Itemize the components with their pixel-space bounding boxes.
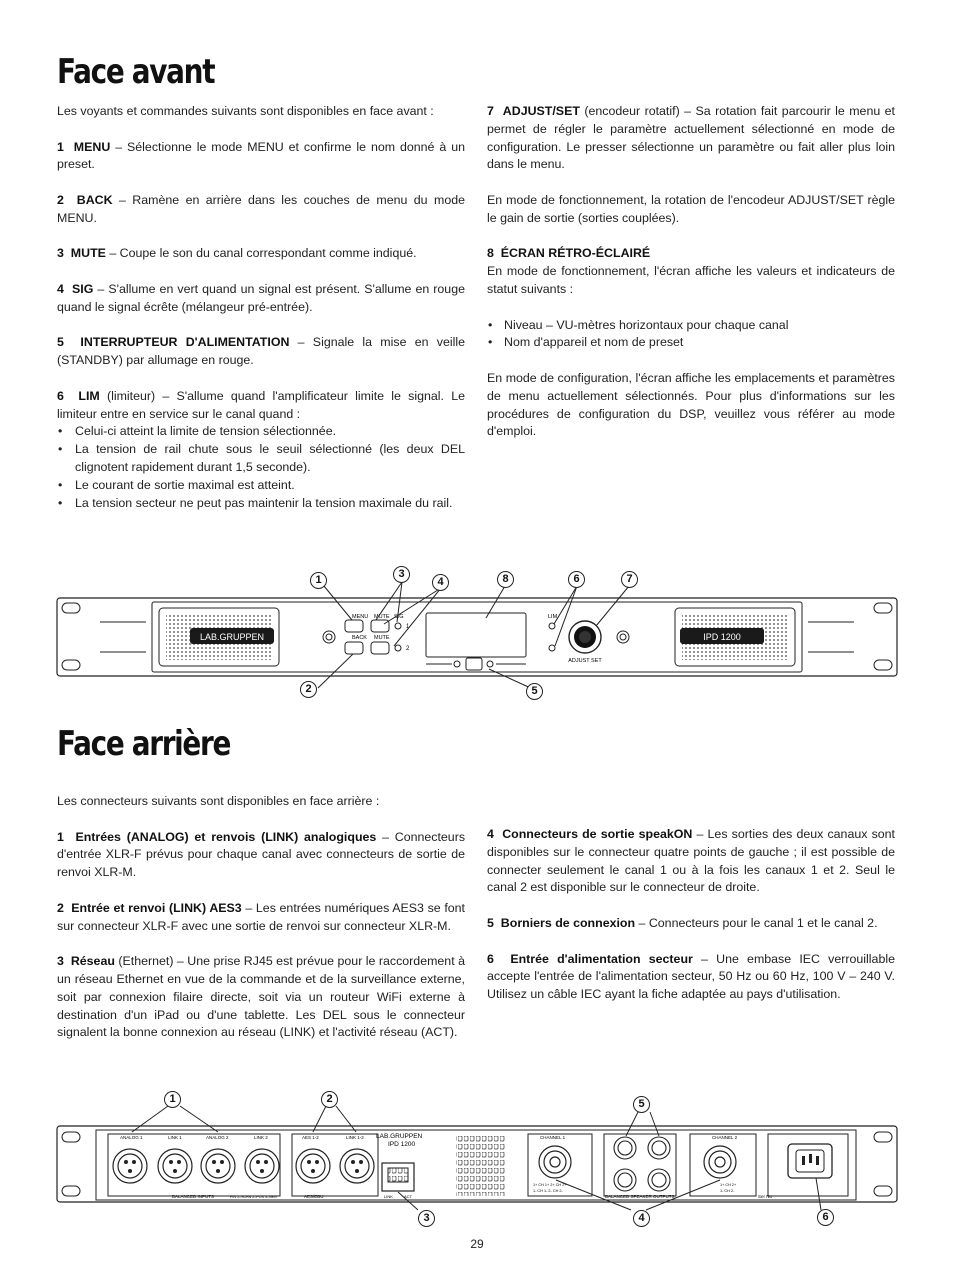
serial-number-label: Ser No [758, 1194, 773, 1199]
rear-model-label: IPD 1200 [388, 1141, 416, 1148]
front-item-4: 4 SIG – S'allume en vert quand un signal est présent. S'allume en rouge quand le signal écrête (mélangeur pré-entrée). [57, 281, 465, 314]
rear-callout-2: 2 [321, 1091, 338, 1108]
rear-panel-title: Face arrière [57, 724, 231, 764]
rear-right-column [487, 826, 895, 1022]
front-model-label: IPD 1200 [703, 632, 741, 642]
sig-label: SIG [394, 614, 404, 620]
rear-intro: Les connecteurs suivants sont disponibles en face arrière : [57, 794, 380, 808]
rear-callout-4: 4 [633, 1210, 650, 1227]
rear-item-4: 4 Connecteurs de sortie speakON – Les sorties des deux canaux sont disponibles sur le connecteur quatre points de gauche ; il est possible de connecter seulement le canal 1 ou à la fois les canaux 1 et 2. Seul le canal 2 est disponible sur le connecteur de droite. [487, 827, 896, 895]
link1-label: LINK 1 [168, 1135, 182, 1140]
analog2-label: ANALOG 2 [206, 1135, 229, 1140]
rear-item-2: 2 Entrée et renvoi (LINK) AES3 – Les entrées numériques AES3 se font sur connecteur XLR-F avec une sortie de renvoi sur connecteur XLR-M. [57, 900, 465, 933]
front-left-column [57, 103, 465, 530]
back-label: BACK [352, 635, 367, 641]
aes-ebu-label: AES/EBU [304, 1194, 324, 1199]
ch1-pins-label: 1+ CH 1+ 2+ CH 2+ [533, 1183, 567, 1187]
lim-bullet-list [57, 423, 465, 512]
list-item: • Nom d'appareil et nom de preset [487, 334, 895, 352]
link12-label: LINK 1-2 [346, 1135, 364, 1140]
ch2-pins-label: 1+ CH 2+ [720, 1183, 737, 1187]
link2-label: LINK 2 [254, 1135, 268, 1140]
list-item: • Niveau – VU-mètres horizontaux pour chaque canal [487, 317, 895, 335]
pin-note-label: PIN 1=SCRN 2=POS 3=NEG [230, 1195, 277, 1199]
rear-panel-drawing [56, 1088, 898, 1232]
front-item-5: 5 INTERRUPTEUR D'ALIMENTATION – Signale la mise en veille (STANDBY) par allumage en rouge. [57, 335, 465, 368]
front-panel-figure [56, 566, 898, 702]
front-item-1: 1 MENU – Sélectionne le mode MENU et confirme le nom donné à un preset. [57, 139, 465, 172]
ch2-pins2-label: 1- CH 2- [720, 1189, 735, 1193]
rear-brand-label: LAB.GRUPPEN [376, 1133, 423, 1140]
front-intro: Les voyants et commandes suivants sont disponibles en face avant : [57, 104, 434, 118]
front-item-7: 7 ADJUST/SET (encodeur rotatif) – Sa rotation fait parcourir le menu et permet de régler le paramètre actuellement sélectionné en mode de configuration. Le presser sélectionne un paramètre ou fait aller plus loin dans le menu. [487, 104, 895, 172]
mute-label-2: MUTE [374, 635, 390, 641]
analog1-label: ANALOG 1 [120, 1135, 143, 1140]
callout-1: 1 [310, 572, 327, 589]
front-item-6: 6 LIM (limiteur) – S'allume quand l'amplificateur limite le signal. Le limiteur entre en service sur le canal quand : [57, 388, 465, 421]
rear-item-6: 6 Entrée d'alimentation secteur – Une embase IEC verrouillable accepte l'entrée de l'alimentation secteur, 50 Hz ou 60 Hz, 100 V – 240 V. Utilisez un câble IEC ayant la fiche adaptée au pays d'utilisation. [487, 951, 895, 1002]
rear-callout-6: 6 [817, 1209, 834, 1226]
aes12-label: AES 1-2 [302, 1135, 319, 1140]
link-led-label: LINK [384, 1194, 393, 1199]
lim-label: LIM [548, 614, 558, 620]
menu-label: MENU [352, 614, 369, 620]
ch1-label: 1 [406, 624, 410, 630]
rear-item-1: 1 Entrées (ANALOG) et renvois (LINK) analogiques – Connecteurs d'entrée XLR-F prévus pour chaque canal avec connecteurs de sortie de renvoi XLR-M. [57, 829, 466, 880]
adjust-set-label: ADJUST SET [568, 658, 602, 664]
callout-6: 6 [568, 571, 585, 588]
front-item-8-text: En mode de fonctionnement, l'écran affiche les valeurs et indicateurs de statut suivants : [487, 264, 895, 296]
page-number: 29 [470, 1237, 484, 1251]
front-item-2: 2 BACK – Ramène en arrière dans les couches de menu du mode MENU. [57, 192, 465, 225]
channel1-label: CHANNEL 1 [540, 1135, 566, 1140]
front-brand-logo: LAB.GRUPPEN [199, 632, 265, 642]
callout-7: 7 [621, 571, 638, 588]
front-panel-drawing [56, 566, 898, 702]
list-item: • Le courant de sortie maximal est atteint. [57, 477, 465, 495]
front-item-7-note: En mode de fonctionnement, la rotation de l'encodeur ADJUST/SET règle le gain de sortie (sorties couplées). [487, 192, 895, 225]
list-item: • La tension secteur ne peut pas maintenir la tension maximale du rail. [57, 495, 465, 513]
display-bullet-list [487, 317, 895, 353]
mute-label-1: MUTE [374, 614, 390, 620]
callout-3: 3 [393, 566, 410, 583]
channel2-label: CHANNEL 2 [712, 1135, 738, 1140]
front-item-8-config: En mode de configuration, l'écran affiche les emplacements et paramètres de menu actuellement sélectionnés. Pour plus d'informations sur les procédures de configuration du DSP, veuillez vous référer au mode d'emploi. [487, 370, 895, 439]
front-item-8-heading: 8 ÉCRAN RÉTRO-ÉCLAIRÉ [487, 246, 651, 261]
front-panel-title: Face avant [57, 52, 215, 92]
callout-5: 5 [526, 683, 543, 700]
balanced-outputs-label: BALANCED SPEAKER OUTPUTS [605, 1194, 675, 1199]
rear-callout-3: 3 [418, 1210, 435, 1227]
balanced-inputs-label: BALANCED INPUTS [172, 1194, 215, 1199]
callout-2: 2 [300, 681, 317, 698]
list-item: • La tension de rail chute sous le seuil sélectionné (les deux DEL clignotent rapidement durant 1,5 seconde). [57, 441, 465, 477]
list-item: • Celui-ci atteint la limite de tension sélectionnée. [57, 423, 465, 441]
rear-left-column [57, 793, 465, 1060]
act-led-label: ACT [404, 1194, 412, 1199]
ch1-pins2-label: 1- CH 1- 2- CH 2- [533, 1189, 563, 1193]
front-right-column [487, 103, 895, 459]
callout-8: 8 [497, 571, 514, 588]
ch2-label: 2 [406, 646, 410, 652]
rear-callout-5: 5 [633, 1096, 650, 1113]
callout-4: 4 [432, 574, 449, 591]
rear-callout-1: 1 [164, 1091, 181, 1108]
rear-item-5: 5 Borniers de connexion – Connecteurs pour le canal 1 et le canal 2. [487, 915, 878, 930]
rear-item-3: 3 Réseau (Ethernet) – Une prise RJ45 est prévue pour le raccordement à un réseau Ethernet en vue de la commande et de la surveillance externe, soit par connexion filaire directe, soit via un routeur WiFi externe à destination d'un iPad ou d'une tablette. Les DEL sous le connecteur signalent la bonne connexion au réseau (LINK) et l'activité réseau (ACT). [57, 954, 465, 1040]
front-item-3: 3 MUTE – Coupe le son du canal correspondant comme indiqué. [57, 246, 417, 261]
rear-panel-figure [56, 1088, 898, 1232]
